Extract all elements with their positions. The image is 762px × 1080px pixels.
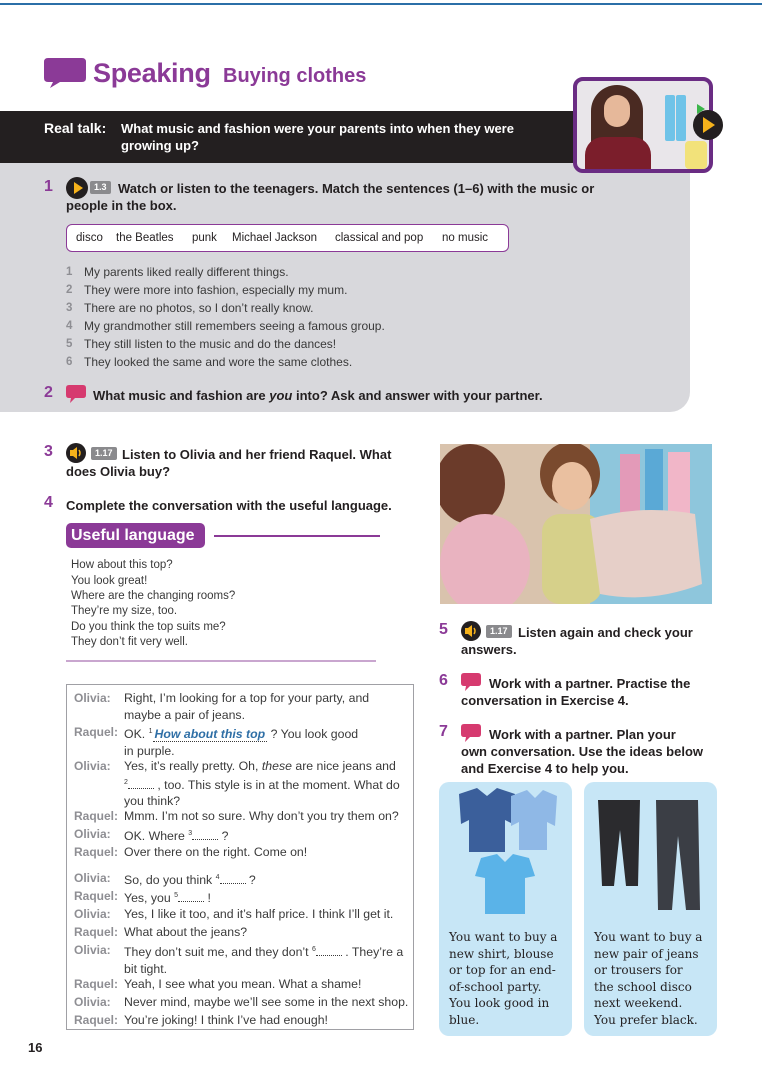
exercise-1-instruction-line1: Watch or listen to the teenagers. Match the sentences (1–6) with the music or — [118, 181, 595, 196]
exercise-5-instruction-line2: answers. — [461, 642, 517, 657]
useful-language-item: Where are the changing rooms? — [71, 590, 236, 602]
useful-language-item: How about this top? — [71, 559, 173, 571]
track-badge: 1.3 — [90, 181, 111, 194]
sentence-number: 6 — [66, 356, 73, 368]
word-box-item: disco — [76, 232, 103, 244]
dialogue-line: Mmm. I’m not so sure. Why don’t you try them on? — [124, 809, 399, 823]
dialogue-line: So, do you think $^4$ ? — [124, 873, 256, 888]
video-jeans — [665, 95, 675, 141]
word-box-item: classical and pop — [335, 232, 424, 244]
exercise-7-instruction — [461, 726, 731, 777]
dialogue-line: Yes, you $^5$ ! — [124, 891, 211, 906]
tops-illustration — [439, 782, 572, 922]
speaker-name: Raquel: — [74, 809, 119, 823]
useful-language-rule — [214, 535, 380, 537]
dialogue-line: They don’t suit me, and they don’t $^6$ . They’re a bit tight. — [124, 945, 404, 976]
sentence-text: My parents liked really different things. — [84, 265, 289, 279]
speaker-name: Olivia: — [74, 759, 111, 773]
sentence-number: 3 — [66, 302, 73, 314]
dialogue-line: You’re joking! I think I’ve had enough! — [124, 1013, 328, 1027]
top-rule — [0, 3, 762, 5]
exercise-7-instruction-line1: Work with a partner. Plan your — [489, 727, 676, 742]
sentence-number: 5 — [66, 338, 73, 350]
sentence-number: 2 — [66, 284, 73, 296]
example-answer: How about this top — [154, 727, 266, 742]
word-box-item: Michael Jackson — [232, 232, 318, 244]
exercise-4-number: 4 — [44, 494, 53, 511]
sentence-number: 4 — [66, 320, 73, 332]
speaker-name: Raquel: — [74, 925, 119, 939]
conversation-box — [66, 684, 414, 1030]
exercise-3-instruction-line1: Listen to Olivia and her friend Raquel. What — [122, 447, 392, 462]
answer-gap[interactable] — [192, 830, 218, 840]
page-number: 16 — [28, 1040, 43, 1055]
role-card-text: You want to buy a new shirt, blouse or top for an end- of-school party. You look good in blue. — [449, 930, 558, 1027]
word-box-item: the Beatles — [116, 232, 174, 244]
sentence-text: They still listen to the music and do the dances! — [84, 337, 337, 351]
exercise-6-instruction — [461, 675, 731, 709]
exercise-2-instruction: What music and fashion are you into? Ask and answer with your partner. — [93, 388, 543, 403]
exercise-2-number: 2 — [44, 384, 53, 401]
sentence-number: 1 — [66, 266, 73, 278]
speaker-name: Olivia: — [74, 871, 111, 885]
sentence-text: There are no photos, so I don’t really know. — [84, 301, 314, 315]
exercise-7-instruction-line2: own conversation. Use the ideas below — [461, 744, 704, 759]
exercise-1-number: 1 — [44, 178, 53, 195]
exercise-3-number: 3 — [44, 443, 53, 460]
speaker-name: Olivia: — [74, 691, 111, 705]
video-thumbnail[interactable] — [573, 77, 713, 173]
exercise-1-instruction — [66, 180, 666, 214]
dialogue-line: OK. $^1$ How about this top ? You look good in purple. — [124, 727, 359, 758]
video-jeans-leg — [676, 95, 686, 141]
real-talk-question-line1: What music and fashion were your parents into when they were — [121, 121, 514, 136]
page-subtitle: Buying clothes — [223, 65, 367, 87]
shopping-photo — [440, 444, 712, 604]
speaker-name: Raquel: — [74, 1013, 119, 1027]
dialogue-line: Right, I’m looking for a top for your party, and maybe a pair of jeans. — [124, 691, 370, 722]
real-talk-question-line2: growing up? — [121, 138, 199, 153]
real-talk-label: Real talk: — [44, 120, 107, 136]
exercise-3-instruction-line2: does Olivia buy? — [66, 464, 171, 479]
sentence-text: They looked the same and wore the same clothes. — [84, 355, 353, 369]
exercise-7-instruction-line3: and Exercise 4 to help you. — [461, 761, 629, 776]
exercise-6-number: 6 — [439, 672, 448, 689]
trousers-illustration — [584, 782, 717, 922]
dialogue-line: Over there on the right. Come on! — [124, 845, 308, 859]
dialogue-line: Yes, I like it too, and it’s half price. I think I’ll get it. — [124, 907, 394, 921]
word-box — [66, 224, 509, 252]
exercise-4-instruction: Complete the conversation with the useful language. — [66, 498, 392, 513]
video-play-icon[interactable] — [693, 110, 723, 140]
exercise-6-instruction-line2: conversation in Exercise 4. — [461, 693, 629, 708]
speaker-name: Olivia: — [74, 995, 111, 1009]
track-badge: 1.17 — [486, 625, 512, 638]
answer-gap[interactable] — [316, 946, 342, 956]
answer-gap[interactable] — [178, 892, 204, 902]
dialogue-line: What about the jeans? — [124, 925, 248, 939]
useful-language-label: Useful language — [66, 523, 205, 548]
speaker-name: Raquel: — [74, 889, 119, 903]
useful-language-item: They’re my size, too. — [71, 605, 178, 617]
sentence-text: They were more into fashion, especially my mum. — [84, 283, 348, 297]
page-title: Speaking — [93, 58, 211, 88]
useful-language-item: Do you think the top suits me? — [71, 621, 226, 633]
useful-language-bottom-rule — [66, 660, 376, 662]
real-talk-bar — [0, 111, 620, 163]
track-badge: 1.17 — [91, 447, 117, 460]
sentence-text: My grandmother still remembers seeing a famous group. — [84, 319, 385, 333]
speaker-name: Raquel: — [74, 977, 119, 991]
speaker-name: Olivia: — [74, 907, 111, 921]
speech-bubble-icon — [44, 58, 86, 88]
dialogue-line: OK. Where $^3$ ? — [124, 829, 229, 844]
exercise-3-instruction — [66, 446, 426, 480]
speaker-name: Raquel: — [74, 845, 119, 859]
dialogue-line: Yeah, I see what you mean. What a shame! — [124, 977, 362, 991]
speaker-name: Raquel: — [74, 725, 119, 739]
video-girl-face — [604, 95, 630, 127]
answer-gap[interactable] — [128, 779, 154, 789]
speaker-name: Olivia: — [74, 943, 111, 957]
exercise-7-number: 7 — [439, 723, 448, 740]
exercise-5-number: 5 — [439, 621, 448, 638]
word-box-item: no music — [442, 232, 489, 244]
exercise-5-instruction-line1: Listen again and check your — [518, 625, 693, 640]
speaker-name: Olivia: — [74, 827, 111, 841]
useful-language-item: You look great! — [71, 575, 148, 587]
video-scarf — [685, 141, 707, 169]
dialogue-line: Never mind, maybe we’ll see some in the next shop. — [124, 995, 409, 1009]
role-card-text: You want to buy a new pair of jeans or trousers for the school disco next weekend. You prefer black. — [594, 930, 703, 1027]
exercise-5-instruction — [461, 624, 721, 658]
shopping-photo-illustration — [440, 444, 712, 604]
role-card-shirt — [439, 782, 572, 1036]
exercise-6-instruction-line1: Work with a partner. Practise the — [489, 676, 691, 691]
role-card-jeans — [584, 782, 717, 1036]
real-talk-question — [121, 120, 551, 154]
exercise-1-instruction-line2: people in the box. — [66, 198, 177, 213]
speech-bubble-icon — [66, 385, 86, 403]
useful-language-item: They don’t fit very well. — [71, 636, 188, 648]
dialogue-line: Yes, it’s really pretty. Oh, these are nice jeans and $^2$ , too. This style is in at the moment. What do you think? — [124, 759, 400, 809]
video-girl-shirt — [585, 137, 651, 173]
answer-gap[interactable] — [220, 874, 246, 884]
word-box-item: punk — [192, 232, 217, 244]
